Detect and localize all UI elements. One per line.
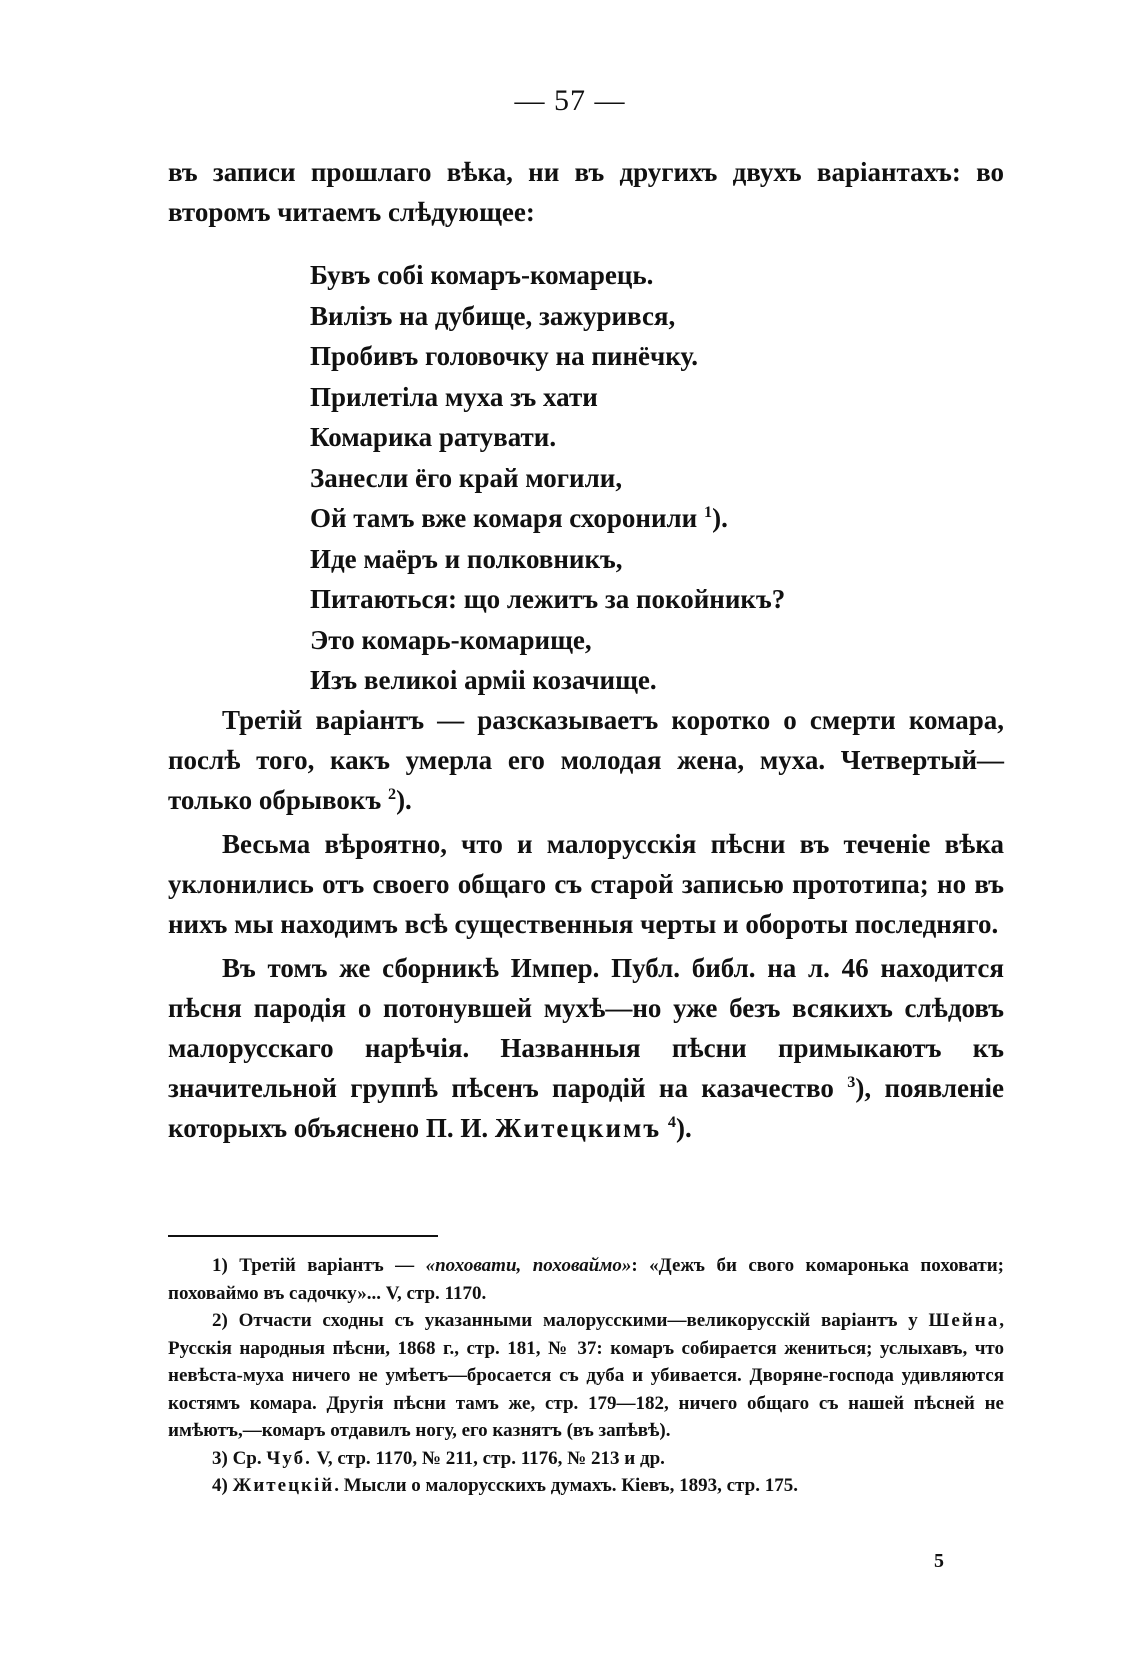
footnote-text: V, стр. 1170, № 211, стр. 1176, № 213 и др. [316,1447,665,1469]
footnote-author: Чуб. [266,1447,312,1469]
intro-line-2: второмъ читаемъ слѣдующее: [168,197,535,227]
footnote-author: Житецкій [232,1475,335,1496]
signature-mark: 5 [934,1550,944,1572]
paragraph-text: Въ томъ же сборникѣ Импер. Публ. библ. на л. 46 находится пѣсня пародія о потонувшей мухѣ—но уже безъ всякихъ слѣдовъ малорусскаго нарѣчія. Названныя пѣсни примыкаютъ къ значительной группѣ пѣсенъ пародій на казачество [168,953,1004,1103]
verse-line: Комарика ратувати. [310,422,557,452]
verse-line: Бувъ собі комаръ-комарець. [310,260,654,290]
footnote-ref-4[interactable]: 4 [667,1113,676,1131]
footnote-3 [168,1445,1004,1473]
footnote-ref-1[interactable]: 1 [704,503,713,521]
verse-line: Ой тамъ вже комаря схоронили $^1$). [310,503,728,533]
footnote-ref-2[interactable]: 2 [387,785,397,803]
footnote-author: Шейна [928,1310,1000,1331]
paragraph-probable: Весьма вѣроятно, что и малорусскія пѣсни въ теченіе вѣка уклонились отъ своего общаго съ старой записью прототипа; но въ нихъ мы находимъ всѣ существенныя черты и обороты последняго. [168,829,1004,939]
page-number: — 57 — [514,84,626,117]
footnote-label: 2) Отчасти сходны съ указанными малорусскими—великорусскій варіантъ у [212,1310,918,1331]
footnote-ref-3[interactable]: 3 [847,1073,856,1091]
footnote-4 [168,1472,1004,1500]
footnote-text: : «Дежъ би свого комаронька поховати; поховаймо въ садочку»... V, стр. 1170. [168,1255,1004,1304]
author-name: Житецкимъ [494,1113,662,1143]
footnote-text: , Русскія народныя пѣсни, 1868 г., стр. 181, № 37: комаръ собирается жениться; услыхавъ, что невѣста-муха ничего не умѣетъ—бросается съ дуба и убивается. Дворяне-господа удивляются костямъ комара. Другія пѣсни тамъ же, стр. 179—182, ничего общаго съ нашей пѣсней не имѣютъ,—комаръ отдавилъ ногу, его казнятъ (въ запѣвѣ). [168,1310,1004,1441]
footnote-quote: «поховати, поховаймо» [425,1255,632,1276]
footnote-2 [168,1307,1004,1445]
verse-line: Занесли ёго край могили, [310,462,623,493]
poem-verse [310,255,785,701]
intro-line-1: въ записи прошлаго вѣка, ни въ другихъ двухъ варіантахъ: во [168,157,1004,187]
footnote-label: 1) Третій варіантъ — [212,1255,415,1276]
verse-line: Прилетіла муха зъ хати [310,381,598,412]
paragraph-text-end: ). [675,1113,692,1143]
verse-line: Изъ великоі арміі козачище. [310,665,657,695]
paragraph-text: Третій варіантъ — разсказываетъ коротко о смерти комара, послѣ того, какъ умерла его молодая жена, муха. Четвертый— только обрывокъ [168,705,1004,815]
verse-line: Вилізъ на дубище, зажурився, [310,300,676,331]
paragraph-text-mid: ), появленіе которыхъ объяснено П. И. [168,1073,1005,1143]
footnote-divider [168,1235,438,1237]
paragraph-collection [168,948,1004,1148]
verse-line: Пробивъ головочку на пинёчку. [310,341,698,371]
paragraph-third-variant [168,700,1004,820]
verse-line: Иде маёръ и полковникъ, [310,543,623,574]
verse-line-text: Ой тамъ вже комаря схоронили [310,503,698,533]
verse-line: Питаються: що лежитъ за покойникъ? [310,584,786,614]
intro-paragraph [168,152,1004,232]
footnote-label: 4) [212,1475,228,1496]
main-text [168,700,1004,1148]
verse-line: Это комарь-комарище, [310,624,592,655]
paragraph-text-end: ). [396,785,412,815]
footnotes [168,1252,1004,1500]
footnote-text: . Мысли о малорусскихъ думахъ. Кіевъ, 1893, стр. 175. [334,1475,798,1496]
footnote-1 [168,1252,1004,1307]
footnote-label: 3) Ср. [212,1447,262,1469]
